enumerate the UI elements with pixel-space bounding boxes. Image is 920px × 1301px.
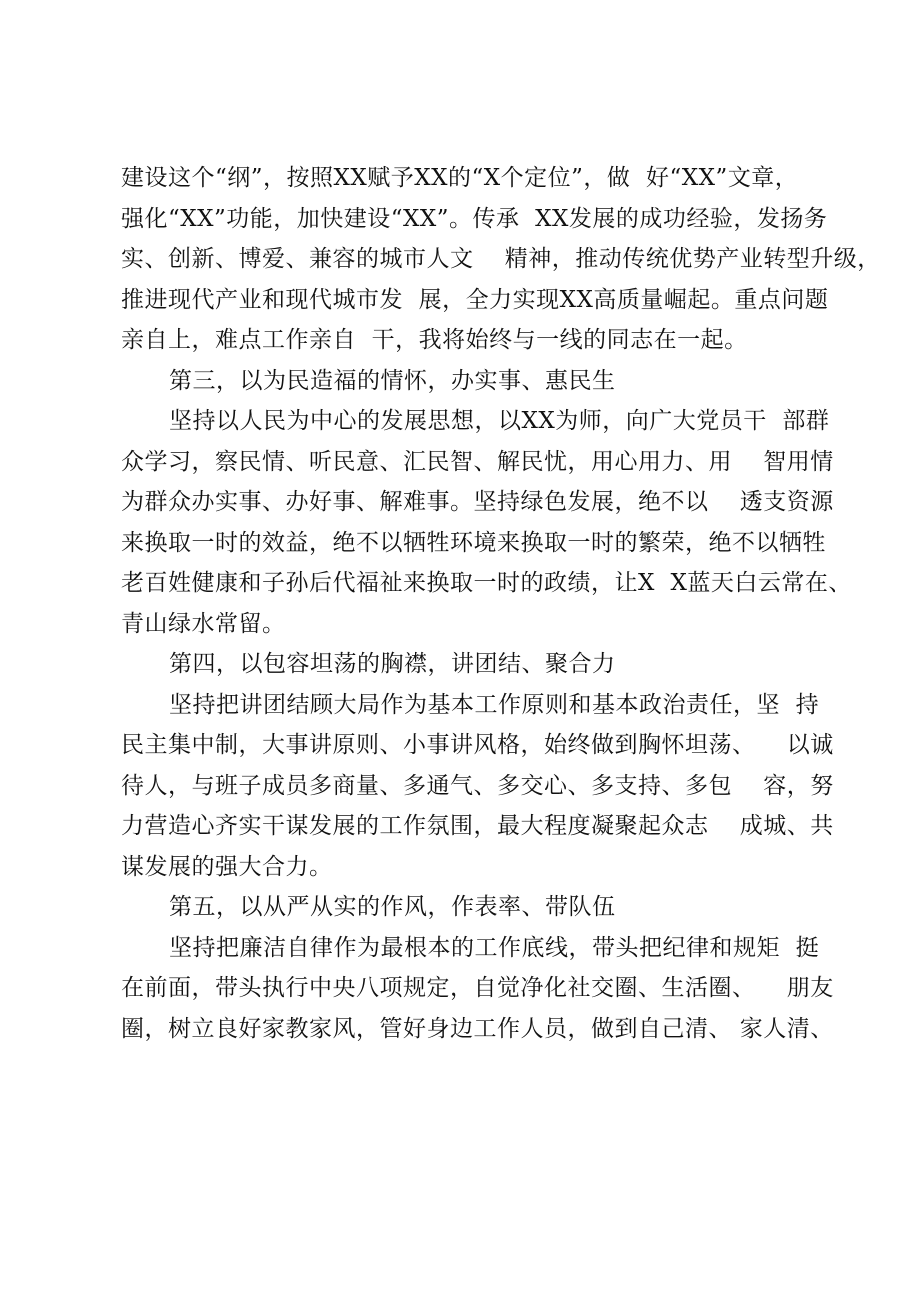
text-line: 亲自上，难点工作亲自 干，我将始终与一线的同志在一起。 [121, 327, 748, 353]
text-line: 第五，以从严从实的作风，作表率、带队伍 [169, 894, 616, 920]
text-line: 来换取一时的效益，绝不以牺牲环境来换取一时的繁荣，绝不以牺牲 [121, 529, 826, 556]
text-line: 谋发展的强大合力。 [121, 853, 333, 880]
text-line: 众学习，察民情、听民意、汇民智、解民忧，用心用力、用 智用情 [121, 448, 834, 475]
text-line: 老百姓健康和子孙后代福祉来换取一时的政绩，让X X蓝天白云常在、 [121, 570, 852, 596]
text-line: 在前面，带头执行中央八项规定，自觉净化社交圈、生活圈、 朋友 [121, 975, 834, 1001]
text-line: 圈，树立良好家教家风，管好身边工作人员，做到自己清、 家人清、 [121, 1015, 834, 1042]
text-line: 为群众办实事、办好事、解难事。坚持绿色发展，绝不以 透支资源 [121, 489, 834, 515]
text-line: 推进现代产业和现代城市发 展，全力实现XX高质量崛起。重点问题 [121, 286, 829, 313]
text-line: 待人，与班子成员多商量、多通气、多交心、多支持、多包 容，努 [121, 772, 834, 799]
text-line: 力营造心齐实干谋发展的工作氛围，最大程度凝聚起众志 成城、共 [121, 813, 834, 839]
text-line: 第四，以包容坦荡的胸襟，讲团结、聚合力 [169, 651, 616, 677]
text-line: 坚持以人民为中心的发展思想，以XX为师，向广大党员干 部群 [169, 408, 830, 434]
text-line: 建设这个“纲”，按照XX赋予XX的“X个定位”，做 好“XX”文章， [121, 165, 799, 191]
text-line: 坚持把廉洁自律作为最根本的工作底线，带头把纪律和规矩 挺 [169, 934, 820, 961]
text-line: 第三，以为民造福的情怀，办实事、惠民生 [169, 367, 616, 394]
text-line: 实、创新、博爱、兼容的城市人文 精神，推动传统优势产业转型升级， [121, 246, 881, 272]
text-line: 青山绿水常留。 [121, 610, 286, 637]
text-line: 坚持把讲团结顾大局作为基本工作原则和基本政治责任，坚 持 [169, 691, 820, 718]
body-text [121, 158, 881, 1049]
text-line: 民主集中制，大事讲原则、小事讲风格，始终做到胸怀坦荡、 以诚 [121, 732, 834, 758]
text-line: 强化“XX”功能，加快建设“XX”。传承 XX发展的成功经验，发扬务 [121, 205, 828, 232]
